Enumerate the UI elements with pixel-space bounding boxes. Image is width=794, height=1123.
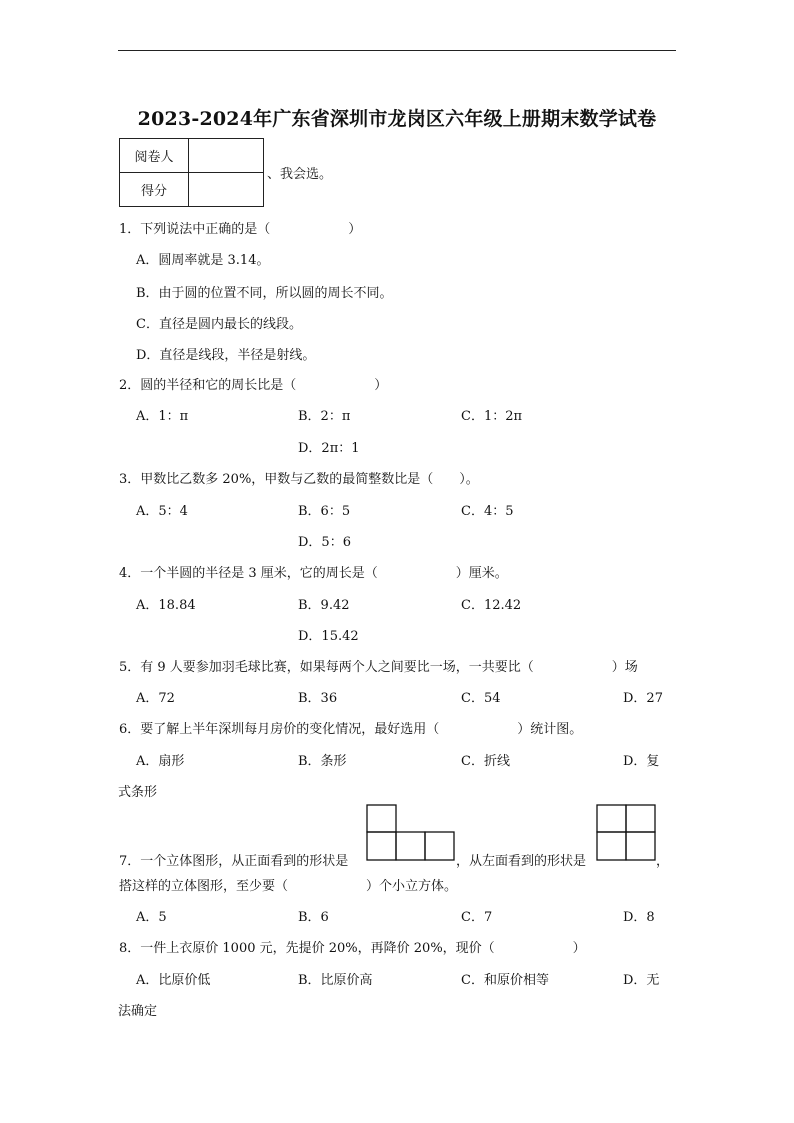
question-6-stem: 6．要了解上半年深圳每月房价的变化情况，最好选用（ ）统计图。: [119, 722, 583, 737]
question-3-option-d: D．5：6: [298, 535, 351, 550]
front-view-cell-3: [425, 832, 454, 860]
left-view-cell-br: [626, 832, 655, 860]
question-3-option-c: C．4：5: [461, 504, 514, 519]
question-7-stem-line2: 搭这样的立体图形，至少要（ ）个小立方体。: [119, 879, 458, 894]
question-1-option-a: A．圆周率就是 3.14。: [136, 253, 270, 268]
question-8-stem: 8．一件上衣原价 1000 元，先提价 20%，再降价 20%，现价（ ）: [119, 941, 586, 956]
front-view-figure: [366, 804, 456, 861]
question-4-option-d: D．15.42: [298, 629, 359, 644]
question-6-option-c: C．折线: [461, 754, 510, 769]
question-2-option-c: C．1：2π: [461, 409, 523, 424]
question-1-option-d: D．直径是线段，半径是射线。: [136, 348, 316, 363]
question-7-option-a: A．5: [136, 910, 167, 925]
exam-title: 2023-2024年广东省深圳市龙岗区六年级上册期末数学试卷: [137, 108, 657, 130]
reviewer-label: 阅卷人: [120, 139, 189, 173]
question-3-option-a: A．5：4: [136, 504, 188, 519]
question-4-option-b: B．9.42: [298, 598, 350, 613]
question-7-stem-a: 7．一个立体图形，从正面看到的形状是: [119, 854, 349, 869]
question-5-option-d: D．27: [623, 691, 663, 706]
score-value: [189, 173, 264, 207]
question-3-stem: 3．甲数比乙数多 20%，甲数与乙数的最简整数比是（ ）。: [119, 472, 479, 487]
question-1-option-c: C．直径是圆内最长的线段。: [136, 317, 302, 332]
question-8-option-d: D．无: [623, 973, 660, 988]
question-6-option-d: D．复: [623, 754, 660, 769]
question-5-option-a: A．72: [136, 691, 175, 706]
left-view-figure: [596, 804, 656, 861]
question-8-option-c: C．和原价相等: [461, 973, 549, 988]
left-view-cell-tr: [626, 805, 655, 832]
left-view-cell-bl: [597, 832, 626, 860]
question-4-stem: 4．一个半圆的半径是 3 厘米，它的周长是（ ）厘米。: [119, 566, 508, 581]
question-6-option-b: B．条形: [298, 754, 347, 769]
question-4-option-a: A．18.84: [136, 598, 196, 613]
front-view-cell-top: [367, 805, 396, 832]
question-2-stem: 2．圆的半径和它的周长比是（ ）: [119, 378, 388, 393]
question-7-option-b: B．6: [298, 910, 329, 925]
reviewer-value: [189, 139, 264, 173]
question-8-option-b: B．比原价高: [298, 973, 373, 988]
question-8-option-a: A．比原价低: [136, 973, 211, 988]
front-view-svg: [366, 804, 456, 861]
score-label: 得分: [120, 173, 189, 207]
question-6-option-a: A．扇形: [136, 754, 185, 769]
question-7-option-c: C．7: [461, 910, 493, 925]
question-1-option-b: B．由于圆的位置不同，所以圆的周长不同。: [136, 286, 393, 301]
score-table: [119, 138, 264, 207]
question-7-stem-b: ，从左面看到的形状是: [456, 854, 587, 869]
question-6-option-d-wrap: 式条形: [118, 785, 158, 800]
question-1-stem: 1．下列说法中正确的是（ ）: [119, 222, 362, 237]
question-2-option-a: A．1：π: [136, 409, 189, 424]
header-rule: [118, 50, 676, 51]
left-view-cell-tl: [597, 805, 626, 832]
question-7-option-d: D．8: [623, 910, 655, 925]
question-2-option-b: B．2：π: [298, 409, 351, 424]
question-4-option-c: C．12.42: [461, 598, 522, 613]
section-heading: 、我会选。: [267, 167, 333, 182]
question-5-stem: 5．有 9 人要参加羽毛球比赛，如果每两个人之间要比一场，一共要比（ ）场: [119, 660, 638, 675]
question-7-stem-c: ，: [656, 854, 670, 869]
question-8-option-d-wrap: 法确定: [118, 1004, 158, 1019]
front-view-cell-2: [396, 832, 425, 860]
question-2-option-d: D．2π：1: [298, 441, 360, 456]
left-view-svg: [596, 804, 656, 861]
question-5-option-c: C．54: [461, 691, 501, 706]
question-3-option-b: B．6：5: [298, 504, 351, 519]
question-5-option-b: B．36: [298, 691, 338, 706]
front-view-cell-1: [367, 832, 396, 860]
